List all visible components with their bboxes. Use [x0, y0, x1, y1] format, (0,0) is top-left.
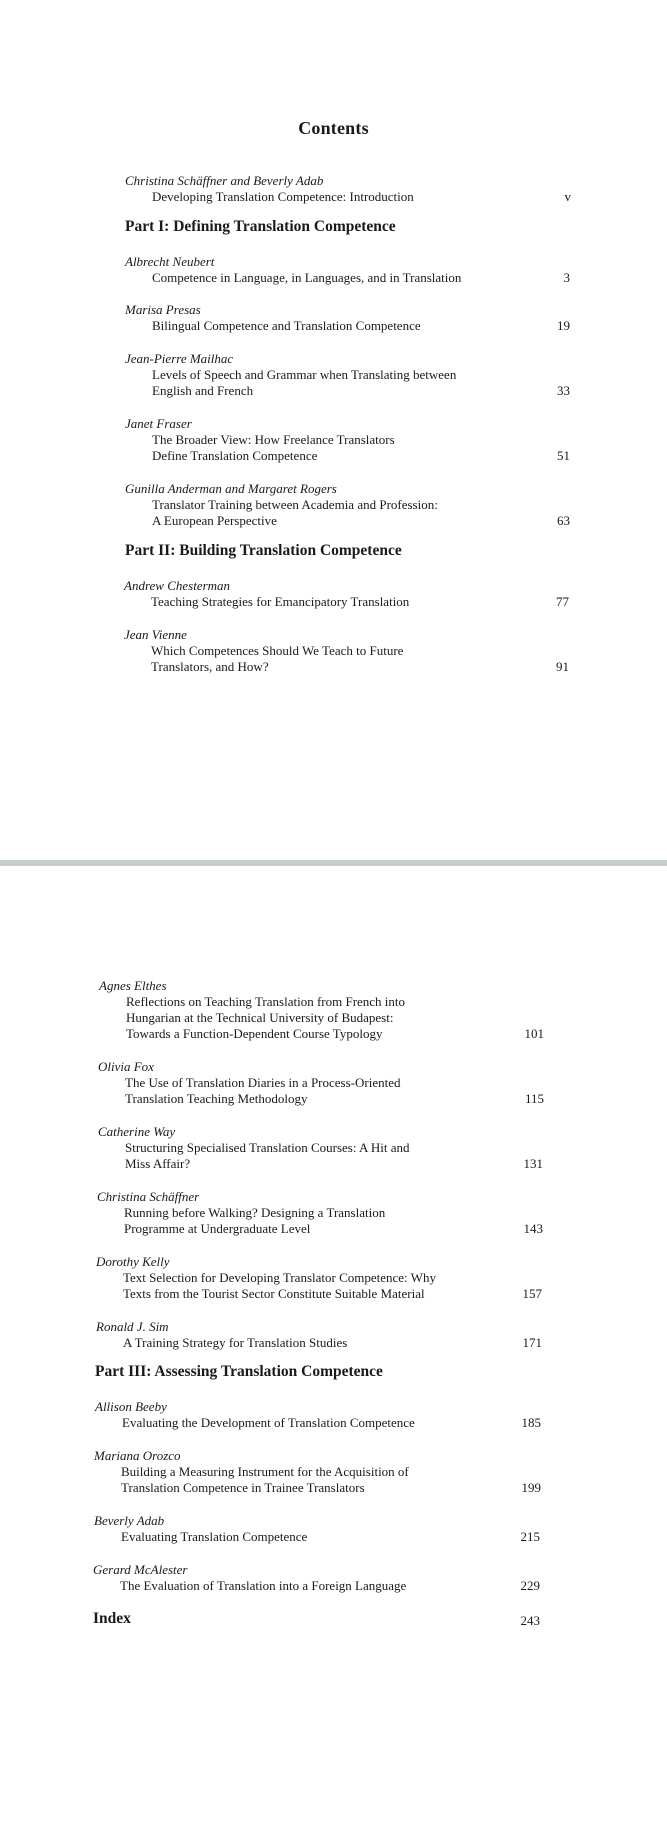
- entry-title-line: The Broader View: How Freelance Translators: [152, 432, 395, 447]
- entry-page-number: 115: [524, 1091, 544, 1106]
- toc-entry: [95, 1399, 415, 1431]
- entry-page-number: 143: [523, 1221, 543, 1236]
- toc-entry: [125, 302, 421, 334]
- index-page-number: 243: [520, 1613, 540, 1628]
- entry-title-line: Bilingual Competence and Translation Competence: [152, 318, 421, 333]
- entry-page-number: 199: [521, 1480, 541, 1495]
- entry-page-number: 157: [522, 1286, 542, 1301]
- entry-author: Jean-Pierre Mailhac: [125, 351, 234, 366]
- entry-page-number: 33: [557, 383, 570, 398]
- toc-entry-intro: [125, 173, 414, 205]
- entry-author: Andrew Chesterman: [124, 578, 231, 593]
- entry-title-line: Building a Measuring Instrument for the Acquisition of: [121, 1464, 409, 1479]
- entry-author: Allison Beeby: [95, 1399, 167, 1414]
- entry-title-line: Text Selection for Developing Translator Competence: Why: [123, 1270, 436, 1285]
- entry-title-line: Competence in Language, in Languages, and in Translation: [152, 270, 462, 285]
- toc-entry: [97, 1189, 385, 1237]
- entry-title-line: Hungarian at the Technical University of Budapest:: [126, 1010, 394, 1025]
- entry-author: Christina Schäffner and Beverly Adab: [125, 173, 324, 188]
- entry-author: Marisa Presas: [125, 302, 201, 317]
- entry-author: Ronald J. Sim: [96, 1319, 169, 1334]
- entry-page-number: 91: [556, 659, 569, 674]
- toc-entry: [124, 627, 403, 675]
- entry-title-line: Texts from the Tourist Sector Constitute Suitable Material: [123, 1286, 425, 1301]
- entry-page-number: 229: [520, 1578, 540, 1593]
- entry-page-number: v: [564, 189, 571, 204]
- entry-title-line: Translation Teaching Methodology: [125, 1091, 308, 1106]
- entry-title-line: Evaluating the Development of Translation Competence: [122, 1415, 415, 1430]
- entry-page-number: 101: [524, 1026, 544, 1041]
- entry-page-number: 131: [523, 1156, 543, 1171]
- entry-author: Christina Schäffner: [97, 1189, 200, 1204]
- entry-title-line: English and French: [152, 383, 254, 398]
- entry-page-number: 3: [563, 270, 570, 285]
- toc-entry: [125, 481, 438, 529]
- toc-page-2: [0, 866, 667, 1821]
- toc-entry: [93, 1562, 406, 1594]
- entry-title-line: Levels of Speech and Grammar when Translating between: [152, 367, 457, 382]
- index-heading: Index: [93, 1610, 131, 1627]
- toc-entry: [124, 578, 409, 610]
- entry-title-line: A Training Strategy for Translation Studies: [123, 1335, 348, 1350]
- entry-author: Janet Fraser: [125, 416, 192, 431]
- entry-title-line: Define Translation Competence: [152, 448, 318, 463]
- entry-author: Jean Vienne: [124, 627, 187, 642]
- entry-author: Gerard McAlester: [93, 1562, 188, 1577]
- entry-title-line: The Use of Translation Diaries in a Process-Oriented: [125, 1075, 401, 1090]
- entry-title-line: Evaluating Translation Competence: [121, 1529, 308, 1544]
- entry-title-line: Programme at Undergraduate Level: [124, 1221, 311, 1236]
- entry-author: Olivia Fox: [98, 1059, 154, 1074]
- contents-heading: Contents: [298, 118, 369, 138]
- part-heading-1: Part I: Defining Translation Competence: [125, 218, 396, 235]
- toc-entry: [98, 1059, 400, 1107]
- entry-title-line: Translator Training between Academia and Profession:: [152, 497, 438, 512]
- entry-author: Dorothy Kelly: [96, 1254, 170, 1269]
- entry-author: Catherine Way: [98, 1124, 176, 1139]
- entry-page-number: 63: [557, 513, 570, 528]
- toc-entry: [99, 978, 405, 1042]
- entry-title-line: Developing Translation Competence: Introduction: [152, 189, 414, 204]
- toc-entry: [125, 254, 461, 286]
- entry-author: Agnes Elthes: [99, 978, 167, 993]
- entry-title-line: Which Competences Should We Teach to Future: [151, 643, 404, 658]
- entry-title-line: Translators, and How?: [151, 659, 269, 674]
- entry-title-line: Running before Walking? Designing a Translation: [124, 1205, 386, 1220]
- entry-title-line: Translation Competence in Trainee Translators: [121, 1480, 365, 1495]
- toc-entry: [125, 351, 456, 399]
- toc-entry: [94, 1448, 409, 1496]
- entry-page-number: 171: [522, 1335, 542, 1350]
- part-heading-2: Part II: Building Translation Competence: [125, 542, 402, 559]
- entry-page-number: 19: [557, 318, 570, 333]
- entry-author: Beverly Adab: [94, 1513, 165, 1528]
- entry-page-number: 215: [520, 1529, 540, 1544]
- entry-title-line: Structuring Specialised Translation Courses: A Hit and: [125, 1140, 410, 1155]
- entry-page-number: 51: [557, 448, 570, 463]
- toc-entry: [96, 1254, 436, 1302]
- toc-entry: [98, 1124, 410, 1172]
- entry-title-line: Reflections on Teaching Translation from French into: [126, 994, 406, 1009]
- entry-author: Gunilla Anderman and Margaret Rogers: [125, 481, 337, 496]
- entry-title-line: Miss Affair?: [125, 1156, 191, 1171]
- entry-title-line: Teaching Strategies for Emancipatory Translation: [151, 594, 410, 609]
- entry-author: Albrecht Neubert: [125, 254, 215, 269]
- entry-title-line: A European Perspective: [152, 513, 277, 528]
- entry-title-line: The Evaluation of Translation into a Foreign Language: [120, 1578, 407, 1593]
- toc-entry: [96, 1319, 347, 1351]
- toc-page-1: [0, 0, 667, 860]
- entry-author: Mariana Orozco: [94, 1448, 181, 1463]
- part-heading-3: Part III: Assessing Translation Competence: [95, 1363, 383, 1380]
- entry-page-number: 185: [521, 1415, 541, 1430]
- entry-page-number: 77: [556, 594, 569, 609]
- entry-title-line: Towards a Function-Dependent Course Typology: [126, 1026, 383, 1041]
- toc-entry: [125, 416, 395, 464]
- toc-entry: [94, 1513, 307, 1545]
